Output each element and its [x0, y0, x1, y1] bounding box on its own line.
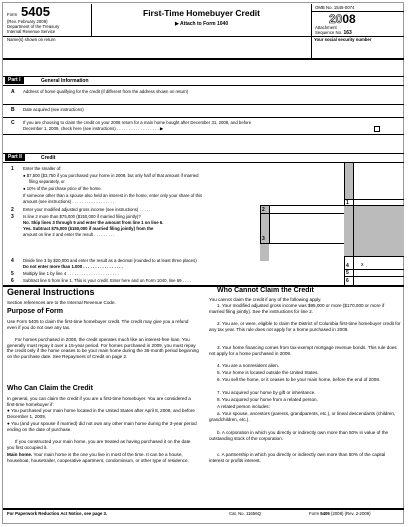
- main-home-para: Main home. Your main home is the one you live in most of the time. It can be a house, houseboat, housetrailer, cooperative apartment, condominium, or other type of residence.: [7, 452, 189, 463]
- paperwork-notice: For Paperwork Reduction Act Notice, see page 3.: [7, 511, 108, 516]
- line-a-text: Address of home qualifying for the credit (if different from the address shown on return): [23, 89, 189, 94]
- who-can-heading: Who Can Claim the Credit: [7, 385, 93, 392]
- line-4-text-a: Divide line 3 by $20,000 and enter the result as a decimal (rounded to at least three places): [23, 258, 197, 263]
- general-instructions-heading: General Instructions: [7, 287, 95, 297]
- who-can-para-2: If you constructed your main home, you are treated as having purchased it on the date you first occupied it.: [7, 439, 191, 450]
- purpose-para-2: For homes purchased in 2008, the credit operates much like an interest-free loan. You generally must repay it over a 15-year period. For homes purchased in 2009, you must repay the credit only if the home ceases to be your main home during the 36-month period beginning on the purchase date. See Repayment of Credit on page 2.: [7, 337, 199, 359]
- who-cannot-item-6: 6. You sell the home, or it ceases to be your main home, before the end of 2008.: [217, 377, 381, 382]
- line-c-text: If you are choosing to claim the credit on your 2008 return for a main home bought after December 31, 2008, and before: [23, 120, 252, 125]
- related-person-a: a. Your spouse, ancestors (parents, grandparents, etc.), or lineal descendants (children, grandchildren, etc.).: [209, 411, 396, 422]
- line-4-decimal-point: .: [366, 263, 368, 269]
- line-1-number: 1: [11, 166, 14, 172]
- section-references: Section references are to the Internal Revenue Code.: [7, 300, 116, 305]
- tax-year: 2008: [329, 12, 356, 26]
- who-cannot-item-8: 8. You acquired your home from a related person.: [217, 397, 318, 402]
- who-cannot-item-2: 2. You are, or were, eligible to claim the District of Columbia first-time homebuyer credit for any tax year. This rule does not apply for a home purchased in 2009.: [209, 321, 401, 332]
- department: Department of the Treasury: [7, 24, 60, 29]
- part1-title: General Information: [41, 78, 89, 84]
- line-6-box-number: 6: [346, 278, 349, 284]
- part1-tag: Part I: [5, 77, 24, 84]
- line-4-text-b: Do not enter more than 1.000 . . . . . . . . . . . . . . . . .: [23, 264, 123, 269]
- who-cannot-item-3: 3. Your home financing comes from tax-exempt mortgage revenue bonds. This rule does not apply for a home purchased in 2009.: [209, 345, 397, 356]
- purpose-heading: Purpose of Form: [7, 308, 64, 315]
- line-c-letter: C: [11, 120, 15, 126]
- line-1-text-d: ● 10% of the purchase price of the home.: [23, 186, 102, 191]
- part2-tag: Part II: [5, 154, 25, 161]
- who-cannot-item-1: 1. Your modified adjusted gross income was $95,000 or more ($170,000 or more if married filing jointly). See the instructions for line 2.: [209, 303, 385, 314]
- line-b-text: Date acquired (see instructions): [23, 107, 84, 112]
- related-person-label: A related person includes:: [217, 404, 270, 409]
- line-1-text-e: If someone other than a spouse also held an interest in the home, enter only your share of this: [23, 193, 203, 198]
- line-a-letter: A: [11, 89, 15, 95]
- omb-number: OMB No. 1545-0074: [315, 5, 355, 10]
- line-5-amount[interactable]: [354, 270, 403, 276]
- who-cannot-item-4: 4. You are a nonresident alien.: [217, 363, 280, 368]
- line-b-letter: B: [11, 107, 15, 113]
- line-2-amount[interactable]: [270, 206, 343, 213]
- line-4-x-mark: x: [361, 262, 364, 268]
- names-label: Name(s) shown on return: [7, 37, 56, 42]
- agency: Internal Revenue Service: [7, 29, 56, 34]
- line-3-number: 3: [11, 214, 14, 220]
- line-4-amount[interactable]: [369, 257, 403, 269]
- related-person-b: b. A corporation in which you directly or indirectly own more than 50% in value of the outstanding stock of the corporation.: [209, 430, 389, 441]
- line-5-number: 5: [11, 271, 14, 277]
- form-number: 5405: [21, 4, 50, 19]
- who-cannot-item-7: 7. You acquired your home by gift or inheritance.: [217, 390, 316, 395]
- line-1-box-number: 1: [346, 200, 349, 206]
- attach-instruction: ▶ Attach to Form 1040: [175, 21, 229, 27]
- line-3-text-b: No. Skip lines 3 through 5 and enter the amount from line 1 on line 6.: [23, 220, 164, 225]
- form-page: [2, 2, 404, 524]
- who-can-bullet-2: ● You (and your spouse if married) did not own any other main home during the 3-year period ending on the date of purchase.: [7, 421, 197, 432]
- line-5-box-number: 5: [346, 270, 349, 276]
- date-acquired-field[interactable]: [153, 105, 401, 116]
- who-cannot-item-5: 5. Your home is located outside the United States.: [217, 370, 319, 375]
- line-6-number: 6: [11, 278, 14, 284]
- footer-form-id: Form 5405 (2008) (Rev. 2-2009): [309, 511, 371, 516]
- ssn-label: Your social security number: [314, 37, 372, 42]
- purpose-para-1: Use Form 5405 to claim the first-time homebuyer credit. The credit may give you a refund even if you do not owe any tax.: [7, 319, 189, 330]
- who-can-para-1: In general, you can claim the credit if you are a first-time homebuyer. You are considered a first-time homebuyer if:: [7, 396, 191, 407]
- line-3-text-c: Yes. Subtract $75,000 ($150,000 if married filing jointly) from the: [23, 226, 154, 231]
- sequence-label: Sequence No. 163: [315, 30, 352, 36]
- names-field[interactable]: [5, 43, 309, 57]
- line-2-number: 2: [11, 207, 14, 213]
- line-6-amount[interactable]: [354, 277, 403, 284]
- form-label: Form: [7, 12, 18, 17]
- form-title: First-Time Homebuyer Credit: [143, 8, 260, 18]
- ssn-field[interactable]: [313, 43, 402, 57]
- who-can-bullet-1: ● You purchased your main home located in the United States after April 8, 2008, and before December 1, 2009,: [7, 408, 195, 419]
- line-5-text: Multiply line 1 by line 4 . . . . . . . . . . . . . . . . . . . . . .: [23, 271, 119, 276]
- line-1-text-a: Enter the smaller of:: [23, 166, 62, 171]
- line-4-number: 4: [11, 258, 14, 264]
- who-cannot-heading: Who Cannot Claim the Credit: [217, 287, 314, 294]
- line-3-text-d: amount on line 2 and enter the result . . . . . . . . .: [23, 232, 115, 237]
- line-3-box-number: 3: [262, 236, 265, 242]
- line-1-text-f: amount (see instructions) . . . . . . . . . . . . . . . . . .: [23, 199, 115, 204]
- line-6-text: Subtract line 5 from line 1. This is your credit. Enter here and on Form 1040, line 69 . . . .: [23, 278, 192, 283]
- line-1-amount[interactable]: [354, 193, 403, 199]
- address-field[interactable]: [21, 95, 401, 104]
- who-cannot-intro: You cannot claim the credit if any of the following apply.: [209, 297, 322, 302]
- line-4-box-number: 4: [346, 263, 349, 269]
- form-revision: (Rev. February 2009): [7, 19, 48, 24]
- line-3-text-a: Is line 2 more than $75,000 ($150,000 if married filing jointly)?: [23, 214, 141, 219]
- line-c-text-2: December 1, 2009, check here (see instructions) . . . . . . . . . . . . . . . . . . ▶: [23, 126, 164, 131]
- line-1-text-c: filing separately, or: [29, 179, 65, 184]
- attachment-label: Attachment: [315, 25, 337, 30]
- part2-title: Credit: [41, 155, 56, 161]
- line-1-text-b: ● $7,500 ($3,750 if you purchased your home in 2008, but only half of that amount if married: [23, 173, 199, 178]
- line-2-text: Enter your modified adjusted gross income (see instructions) . . . . .: [23, 207, 151, 212]
- line-c-checkbox[interactable]: [374, 126, 380, 132]
- line-3-amount[interactable]: [270, 234, 343, 243]
- catalog-number: Cat. No. 11656Q: [229, 511, 261, 516]
- line-2-box-number: 2: [262, 207, 265, 213]
- related-person-c: c. A partnership in which you directly or indirectly own more than 50% of the capital interest or profits interest.: [209, 452, 386, 463]
